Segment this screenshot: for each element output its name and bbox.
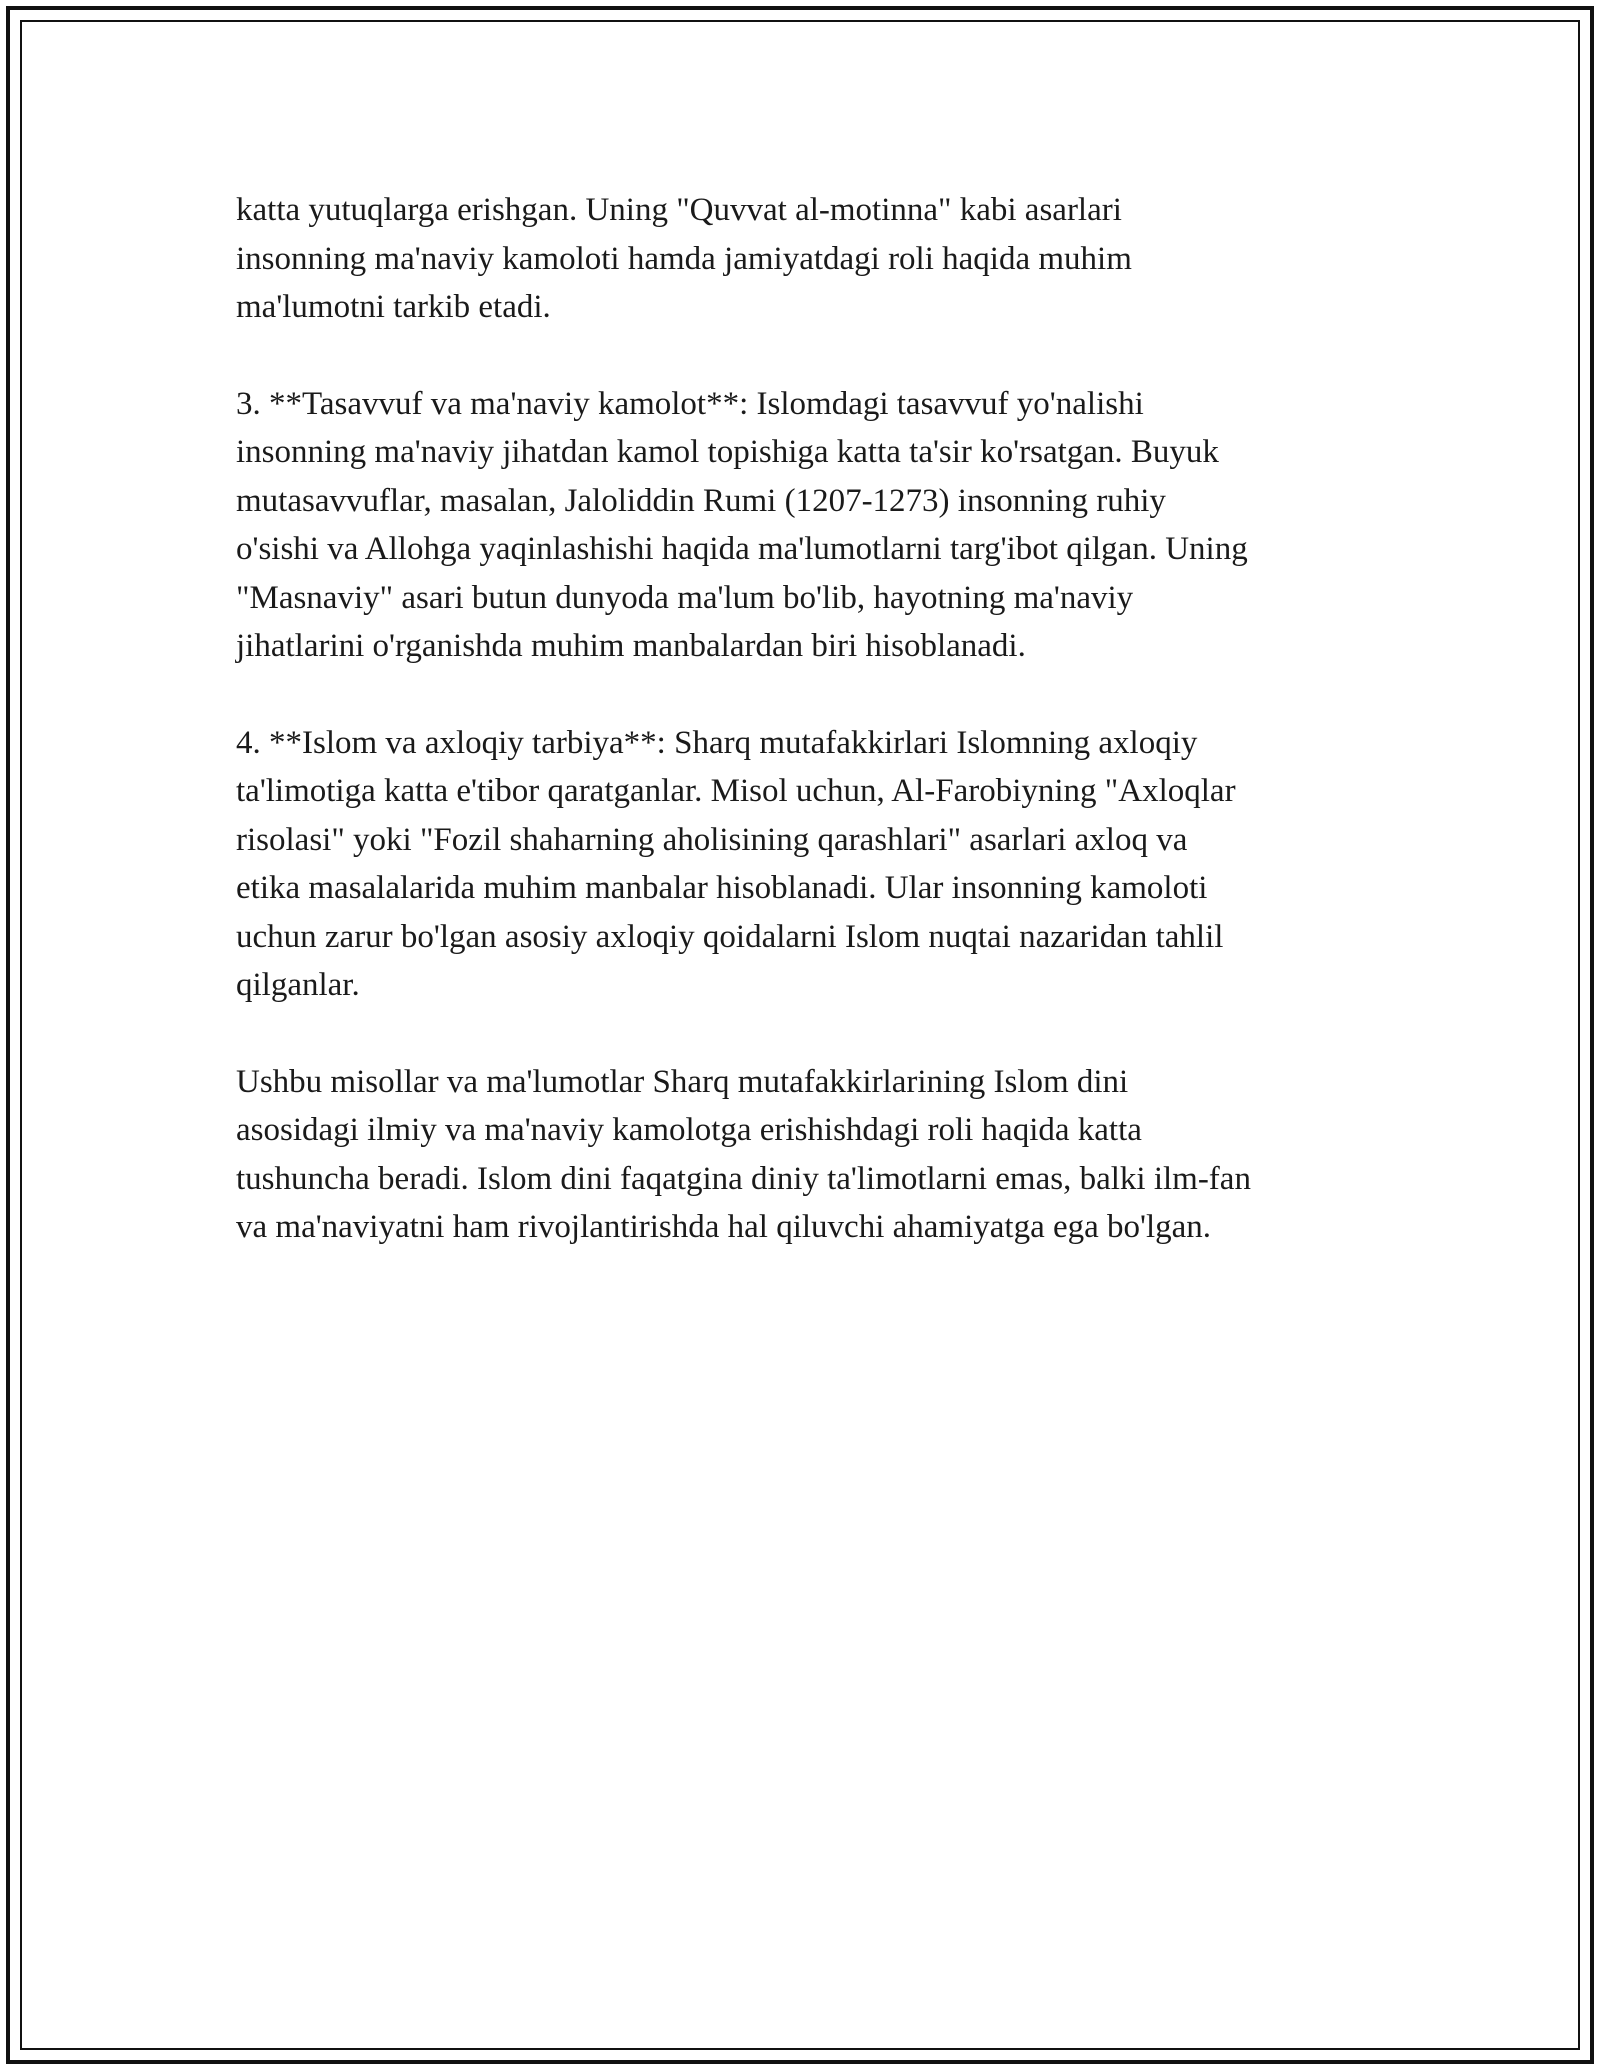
text-line: o'sishi va Allohga yaqinlashishi haqida ma'lumotlarni targ'ibot qilgan. Uning xyxy=(236,531,1248,567)
text-line: etika masalalarida muhim manbalar hisoblanadi. Ular insonning kamoloti xyxy=(236,870,1208,906)
text-line: insonning ma'naviy jihatdan kamol topishiga katta ta'sir ko'rsatgan. Buyuk xyxy=(236,434,1219,470)
text-line: tushuncha beradi. Islom dini faqatgina diniy ta'limotlarni emas, balki ilm-fan xyxy=(236,1160,1251,1197)
document-body xyxy=(236,186,1386,1300)
text-line: va ma'naviyatni ham rivojlantirishda hal qiluvchi ahamiyatga ega bo'lgan. xyxy=(236,1209,1212,1245)
text-line: risolasi" yoki "Fozil shaharning aholisining qarashlari" asarlari axloq va xyxy=(236,821,1188,858)
text-line: qilganlar. xyxy=(236,967,360,1003)
text-line: ta'limotiga katta e'tibor qaratganlar. Misol uchun, Al-Farobiyning "Axloqlar xyxy=(236,773,1236,809)
text-line: insonning ma'naviy kamoloti hamda jamiyatdagi roli haqida muhim xyxy=(236,240,1132,277)
paragraph-axloqiy-tarbiya xyxy=(236,719,1386,1010)
text-line: "Masnaviy" asari butun dunyoda ma'lum bo'lib, hayotning ma'naviy xyxy=(236,579,1134,616)
paragraph-continuation xyxy=(236,186,1386,332)
paragraph-conclusion xyxy=(236,1058,1386,1252)
text-line: mutasavvuflar, masalan, Jaloliddin Rumi (1207-1273) insonning ruhiy xyxy=(236,482,1166,519)
text-line: jihatlarini o'rganishda muhim manbalardan biri hisoblanadi. xyxy=(236,628,1026,664)
text-line: katta yutuqlarga erishgan. Uning "Quvvat al-motinna" kabi asarlari xyxy=(236,192,1122,228)
text-line: Ushbu misollar va ma'lumotlar Sharq mutafakkirlarining Islom dini xyxy=(236,1063,1129,1100)
paragraph-tasavvuf xyxy=(236,380,1386,671)
text-line: ma'lumotni tarkib etadi. xyxy=(236,289,551,325)
text-line: uchun zarur bo'lgan asosiy axloqiy qoidalarni Islom nuqtai nazaridan tahlil xyxy=(236,918,1224,955)
text-line: asosidagi ilmiy va ma'naviy kamolotga erishishdagi roli haqida katta xyxy=(236,1112,1142,1148)
text-line: 4. **Islom va axloqiy tarbiya**: Sharq mutafakkirlari Islomning axloqiy xyxy=(236,724,1198,761)
text-line: 3. **Tasavvuf va ma'naviy kamolot**: Islomdagi tasavvuf yo'nalishi xyxy=(236,385,1144,422)
